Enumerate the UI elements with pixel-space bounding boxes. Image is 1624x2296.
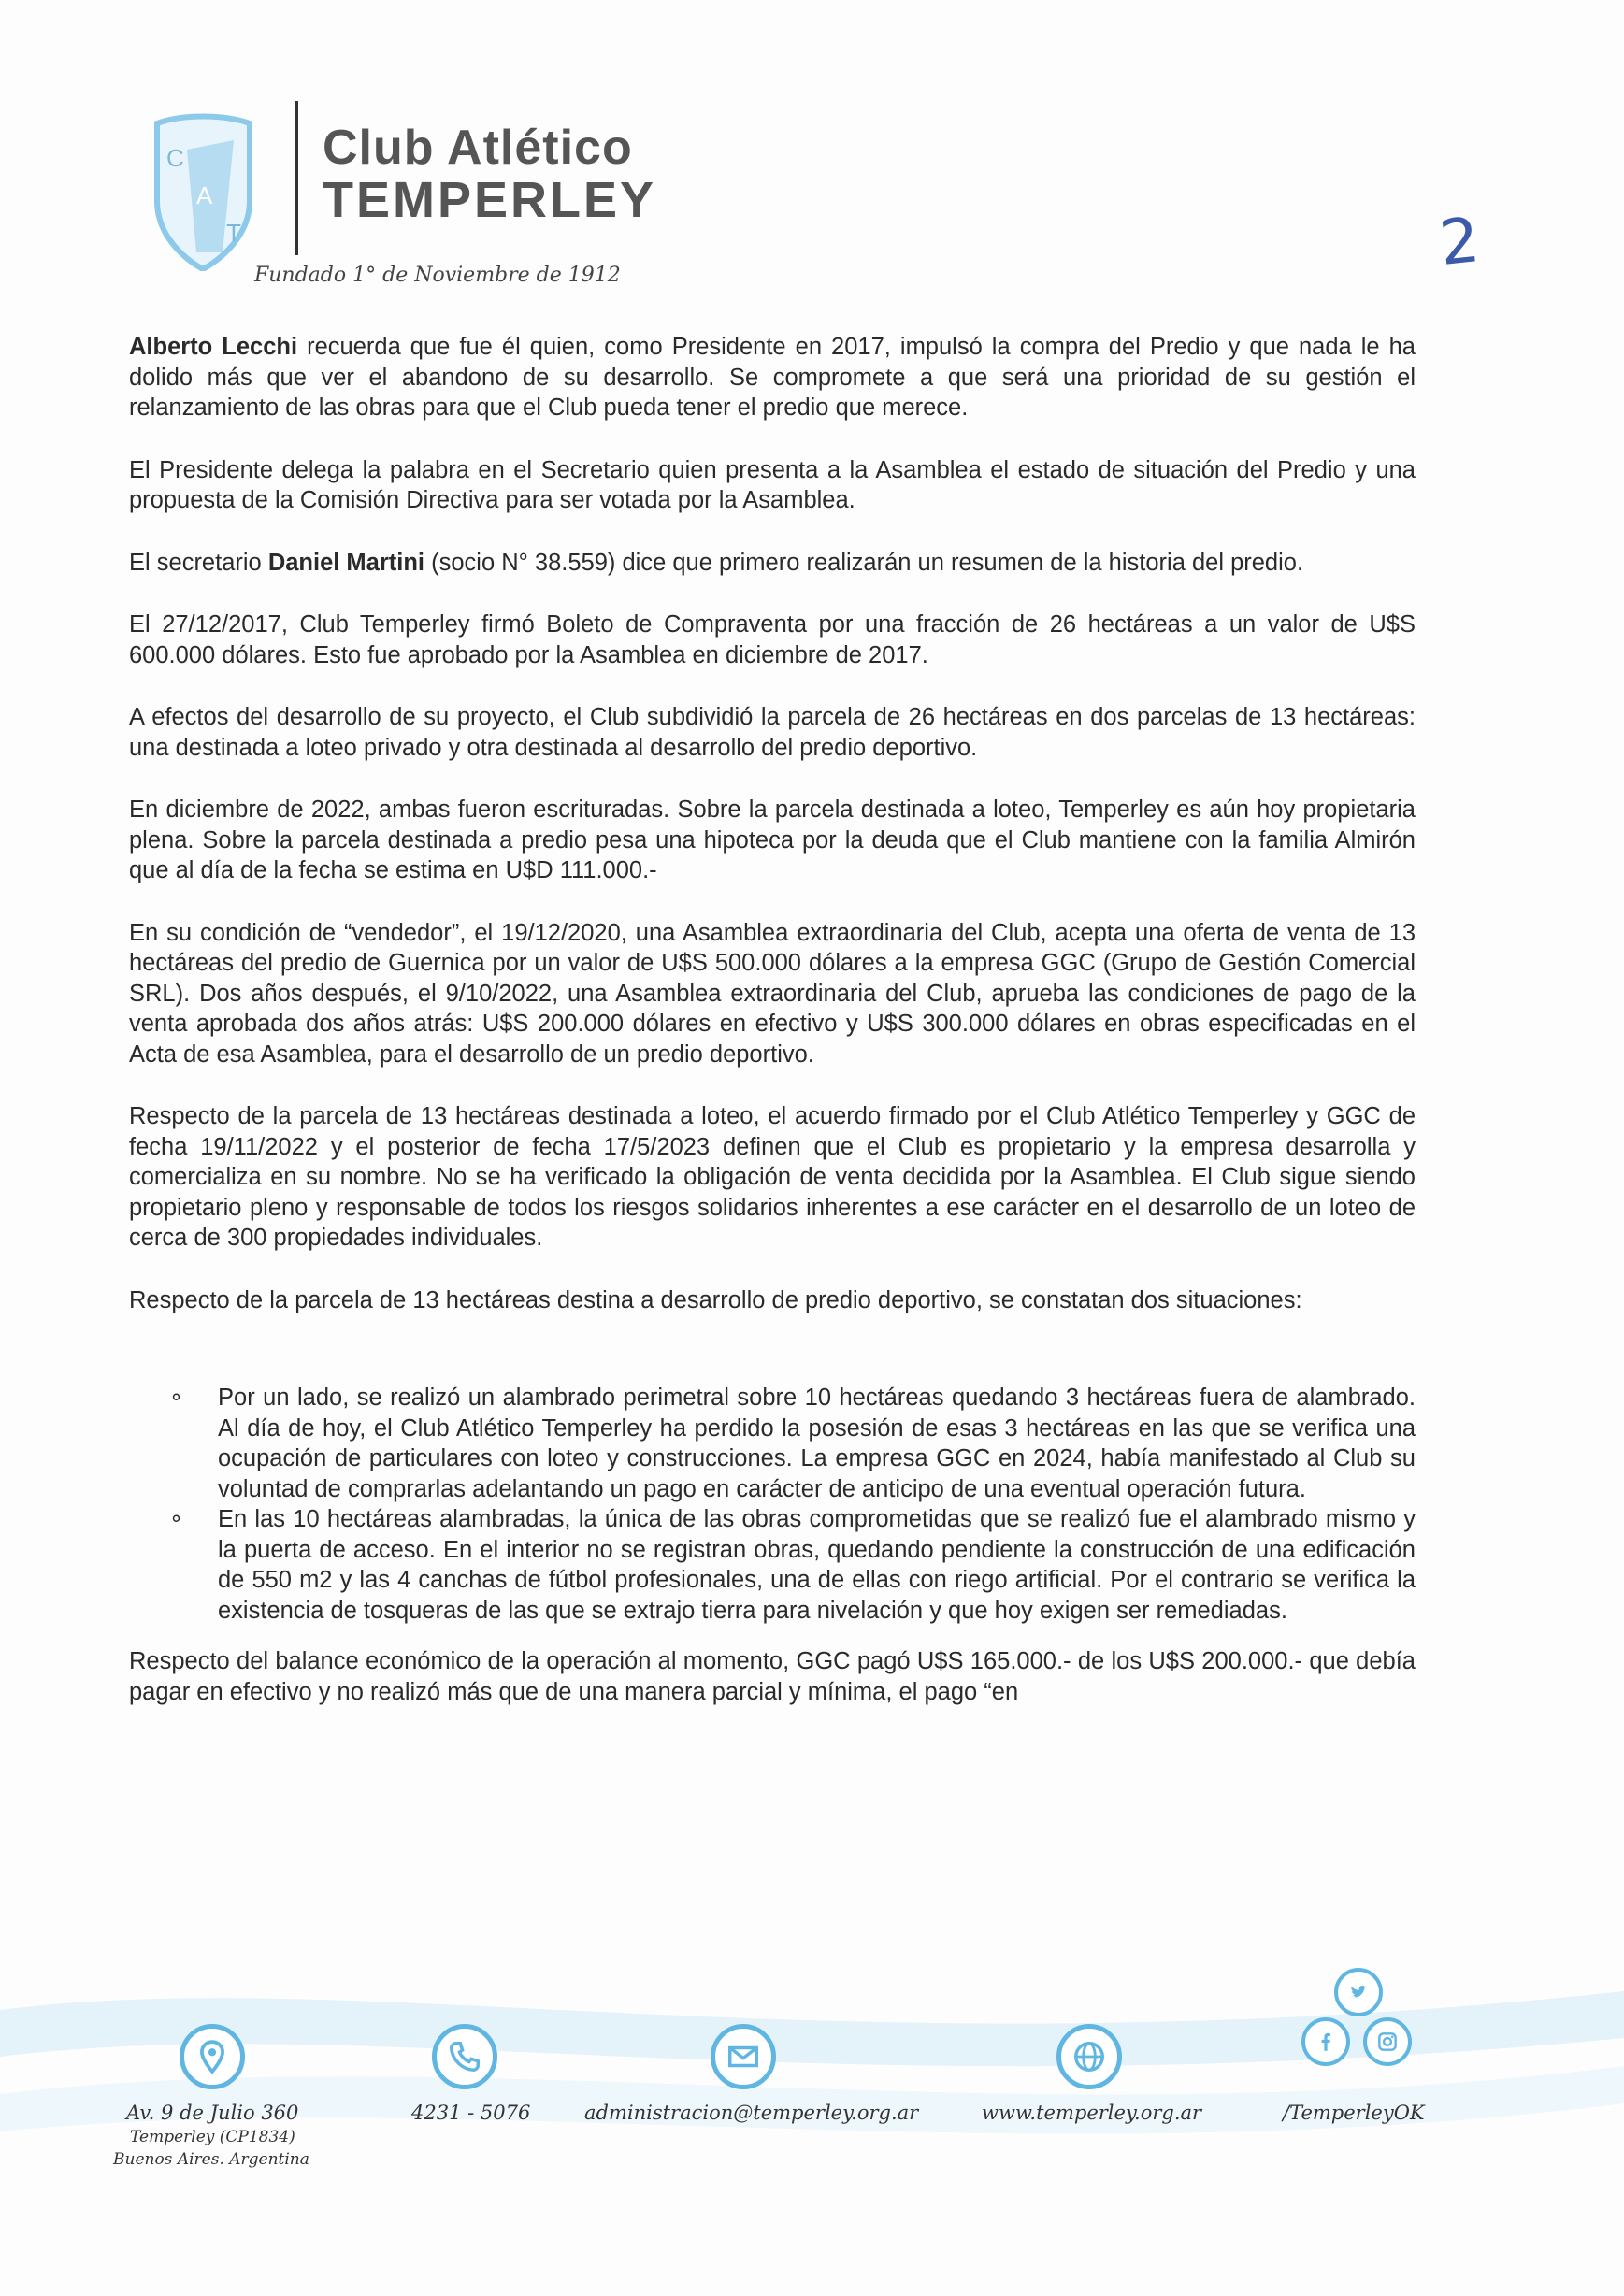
- paragraph-balance: Respecto del balance económico de la operación al momento, GGC pagó U$S 165.000.- de los U$S 200.000.- que debía pagar en efectivo y no realizó más que de una manera parcial y mínima, el pago “en: [129, 1648, 1416, 1705]
- document-body: [129, 332, 1416, 1739]
- club-name-line1: Club Atlético: [323, 121, 633, 175]
- club-name-line2: TEMPERLEY: [323, 172, 657, 228]
- footer-social-handle: /TemperleyOK: [1283, 2102, 1425, 2124]
- list-item: ∘ Por un lado, se realizó un alambrado perimetral sobre 10 hectáreas quedando 3 hectáreas fuera de alambrado. Al día de hoy, el Club Atlético Temperley ha perdido la posesión de esas 3 hectáreas en las que se verifica una ocupación de particulares con loteo y construcciones. La empresa GGC en 2024, había manifestado al Club su voluntad de comprarlas adelantando un pago en carácter de anticipo de una eventual operación futura.: [218, 1383, 1416, 1504]
- crest-letter-a: A: [196, 181, 213, 209]
- paragraph-lecchi: [129, 332, 1416, 423]
- club-name: [323, 122, 656, 226]
- phone-icon: [432, 2024, 497, 2089]
- address-line: Av. 9 de Julio 360: [126, 2102, 299, 2124]
- crest-letter-c: C: [166, 144, 184, 172]
- email-icon: [711, 2024, 776, 2089]
- address-line: Buenos Aires. Argentina: [113, 2150, 309, 2169]
- paragraph-sale: En su condición de “vendedor”, el 19/12/2020, una Asamblea extraordinaria del Club, acepta una oferta de venta de 13 hectáreas del predio de Guernica por un valor de U$S 500.000 dólares a la empresa GGC (Grupo de Gestión Comercial SRL). Dos años después, el 9/10/2022, una Asamblea extraordinaria del Club, aprueba las condiciones de pago de la venta aprobada dos años atrás: U$S 200.000 dólares en efectivo y U$S 300.000 dólares en obras especificadas en el Acta de esa Asamblea, para el desarrollo de un predio deportivo.: [129, 919, 1416, 1068]
- letterhead-footer: [0, 1954, 1624, 2296]
- paragraph-secretary: [129, 548, 1416, 579]
- address-line: Temperley (CP1834): [130, 2128, 295, 2146]
- paragraph-situations: Respecto de la parcela de 13 hectáreas destina a desarrollo de predio deportivo, se constatan dos situaciones:: [129, 1286, 1302, 1313]
- footer-address: [113, 2102, 309, 2169]
- location-icon: [180, 2024, 245, 2089]
- globe-icon: [1056, 2024, 1122, 2089]
- crest-letter-t: T: [226, 219, 241, 247]
- paragraph-deeds: En diciembre de 2022, ambas fueron escrituradas. Sobre la parcela destinada a loteo, Temperley es aún hoy propietaria plena. Sobre la parcela destinada a predio pesa una hipoteca por la deuda que el Club mantiene con la familia Almirón que al día de la fecha se estima en U$D 111.000.-: [129, 796, 1416, 883]
- twitter-icon: [1334, 1968, 1383, 2016]
- footer-email: administracion@temperley.org.ar: [584, 2102, 919, 2124]
- club-crest-logo: [140, 112, 266, 271]
- letterhead: [140, 93, 1543, 309]
- footer-website: www.temperley.org.ar: [982, 2102, 1202, 2124]
- footer-phone: 4231 - 5076: [411, 2102, 531, 2124]
- speaker-name: Alberto Lecchi: [129, 334, 298, 360]
- paragraph-subdivision: A efectos del desarrollo de su proyecto, el Club subdividió la parcela de 26 hectáreas en dos parcelas de 13 hectáreas: una destinada a loteo privado y otra destinada al desarrollo del predio deportivo.: [129, 704, 1416, 761]
- header-divider: [295, 101, 298, 255]
- paragraph-text: recuerda que fue él quien, como Presidente en 2017, impulsó la compra del Predio y que nada le ha dolido más que ver el abandono de su desarrollo. Se compromete a que será una prioridad de su gestión el relanzamiento de las obras para que el Club pueda tener el predio que merece.: [129, 334, 1416, 421]
- paragraph-president: El Presidente delega la palabra en el Secretario quien presenta a la Asamblea el estado de situación del Predio y una propuesta de la Comisión Directiva para ser votada por la Asamblea.: [129, 456, 1416, 513]
- founded-date: Fundado 1° de Noviembre de 1912: [254, 264, 621, 287]
- situations-list: [129, 1383, 1416, 1626]
- facebook-icon: [1301, 2017, 1350, 2066]
- paragraph-text: (socio N° 38.559) dice que primero realizarán un resumen de la historia del predio.: [424, 549, 1304, 576]
- instagram-icon: [1363, 2017, 1412, 2066]
- list-item: ∘ En las 10 hectáreas alambradas, la única de las obras comprometidas que se realizó fue el alambrado mismo y la puerta de acceso. En el interior no se registran obras, quedando pendiente la construcción de una edificación de 550 m2 y las 4 canchas de fútbol profesionales, una de ellas con riego artificial. Por el contrario se verifica la existencia de tosqueras de las que se extrajo tierra para nivelación y que hoy exigen ser remediadas.: [218, 1504, 1416, 1626]
- paragraph-text: El secretario: [129, 549, 268, 576]
- paragraph-purchase: El 27/12/2017, Club Temperley firmó Boleto de Compraventa por una fracción de 26 hectáreas a un valor de U$S 600.000 dólares. Esto fue aprobado por la Asamblea en diciembre de 2017.: [129, 611, 1416, 668]
- speaker-name: Daniel Martini: [267, 549, 425, 576]
- paragraph-loteo: Respecto de la parcela de 13 hectáreas destinada a loteo, el acuerdo firmado por el Club Atlético Temperley y GGC de fecha 19/11/2022 y el posterior de fecha 17/5/2023 definen que el Club es propietario y la empresa desarrolla y comercializa en su nombre. No se ha verificado la obligación de venta decidida por la Asamblea. El Club sigue siendo propietario pleno y responsable de todos los riesgos solidarios inherentes a ese carácter en el desarrollo de un loteo de cerca de 300 propiedades individuales.: [129, 1103, 1416, 1251]
- handwritten-page-number: 2: [1436, 204, 1483, 280]
